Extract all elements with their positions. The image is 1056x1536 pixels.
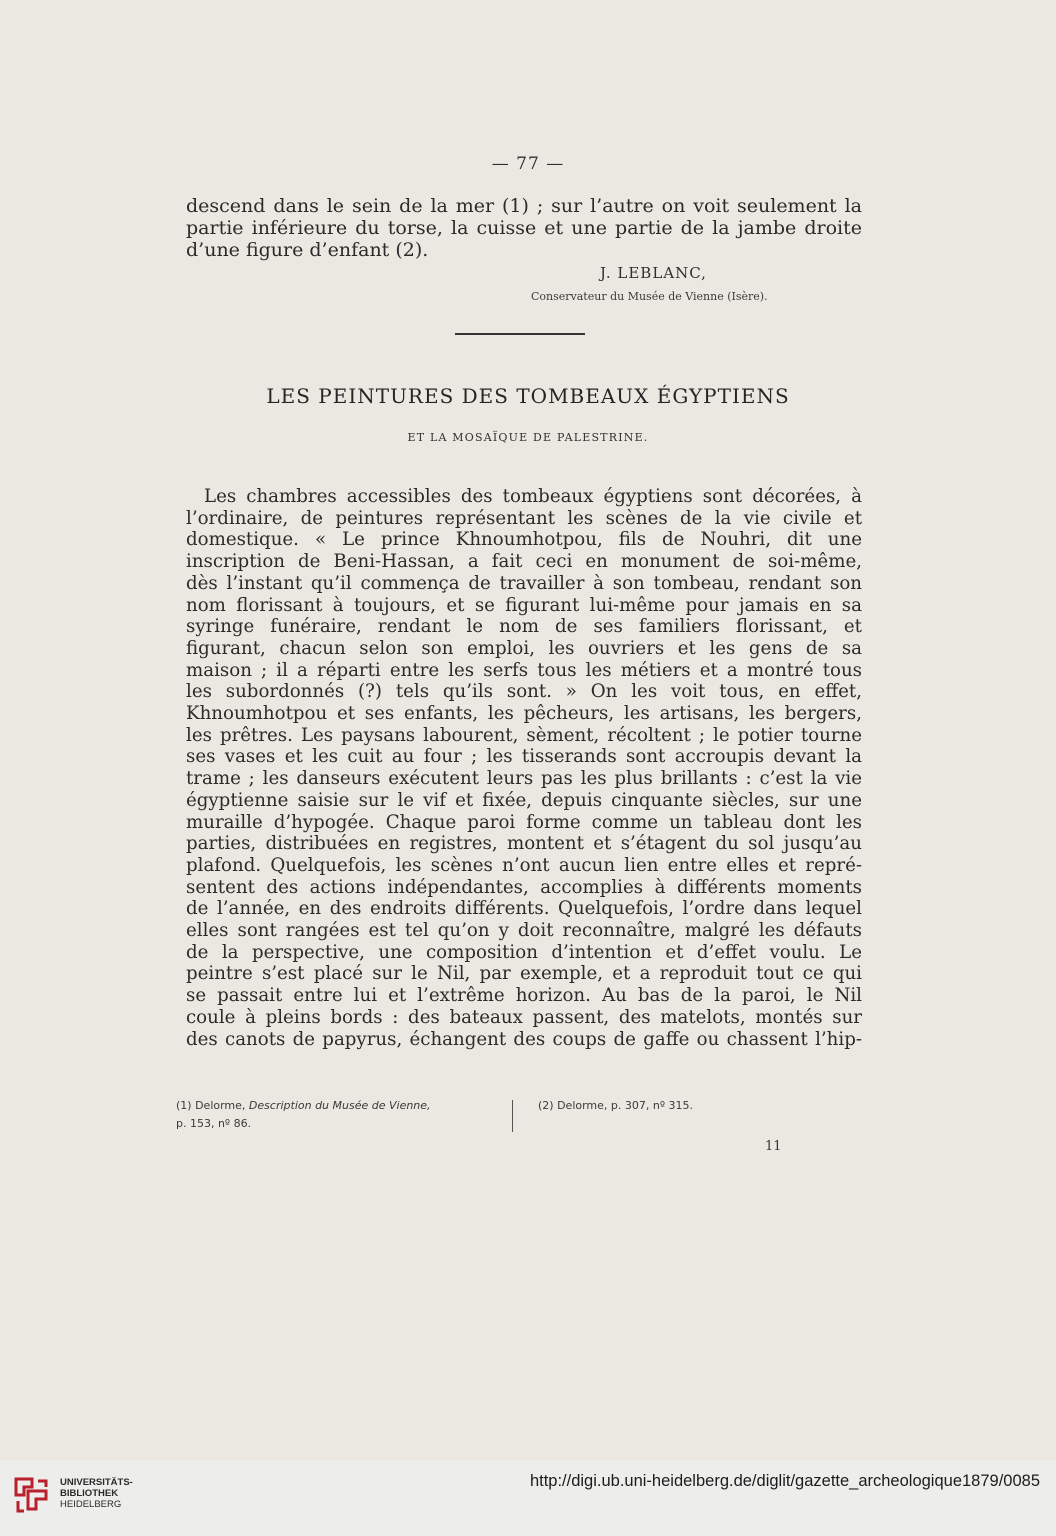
text-line: dès l’instant qu’il commença de travailler à son tombeau, rendant son — [186, 572, 862, 594]
text-line: les prêtres. Les paysans labourent, sèment, récoltent ; le potier tourne — [186, 724, 862, 746]
footnote-2: (2) Delorme, p. 307, nº 315. — [538, 1099, 694, 1112]
text-line: d’une figure d’enfant (2). — [186, 239, 429, 261]
article-body-paragraph — [186, 486, 862, 1050]
text-line: Les chambres accessibles des tombeaux égyptiens sont décorées, à — [204, 486, 862, 507]
text-line: sentent des actions indépendantes, accomplies à différents moments — [186, 876, 862, 898]
text-line: l’ordinaire, de peintures représentant les scènes de la vie civile et — [186, 507, 862, 529]
library-name-line1: UNIVERSITÄTS- — [60, 1477, 133, 1488]
previous-article-ending — [186, 195, 862, 261]
signature-mark: 11 — [765, 1139, 782, 1154]
footnotes — [176, 1097, 736, 1133]
text-line: descend dans le sein de la mer (1) ; sur l’autre on voit seulement la — [186, 195, 862, 217]
library-name-line2: BIBLIOTHEK — [60, 1488, 119, 1499]
footnote-1-page: p. 153, nº 86. — [176, 1117, 252, 1130]
text-line: nom florissant à toujours, et se figurant lui-même pour jamais en sa — [186, 594, 862, 616]
footer-bar — [0, 1460, 1056, 1536]
text-line: inscription de Beni-Hassan, a fait ceci en monument de soi-même, — [186, 551, 862, 573]
text-line: les subordonnés (?) tels qu’ils sont. » On les voit tous, en effet, — [186, 681, 862, 703]
footnote-divider — [512, 1100, 513, 1132]
text-line: elles sont rangées est tel qu’on y doit reconnaître, malgré les défauts — [186, 920, 862, 942]
page-number: — 77 — — [491, 154, 565, 174]
article-subtitle: ET LA MOSAÏQUE DE PALESTRINE. — [407, 431, 649, 444]
text-line: de l’année, en des endroits différents. Quelquefois, l’ordre dans lequel — [186, 898, 862, 920]
footnote-1-prefix: (1) Delorme, — [176, 1099, 249, 1112]
article-title: LES PEINTURES DES TOMBEAUX ÉGYPTIENS — [266, 384, 790, 408]
text-line: peintre s’est placé sur le Nil, par exemple, et a reproduit tout ce qui — [186, 963, 862, 985]
author-role: Conservateur du Musée de Vienne (Isère). — [531, 290, 768, 303]
text-line: parties, distribuées en registres, montent et s’étagent du sol jusqu’au — [186, 833, 862, 855]
library-logo-icon — [12, 1475, 50, 1515]
text-line: ses vases et les cuit au four ; les tisserands sont accroupis devant la — [186, 746, 862, 768]
text-line: partie inférieure du torse, la cuisse et une partie de la jambe droite — [186, 217, 862, 239]
text-line: se passait entre lui et l’extrême horizon. Au bas de la paroi, le Nil — [186, 985, 862, 1007]
text-line: plafond. Quelquefois, les scènes n’ont aucun lien entre elles et repré- — [186, 854, 862, 876]
footnote-1 — [176, 1097, 511, 1133]
text-line: égyptienne saisie sur le vif et fixée, depuis cinquante siècles, sur une — [186, 789, 862, 811]
source-url-link[interactable]: http://digi.ub.uni-heidelberg.de/diglit/gazette_archeologique1879/0085 — [529, 1472, 1040, 1490]
text-line: des canots de papyrus, échangent des coups de gaffe ou chassent l’hip- — [186, 1028, 862, 1050]
text-line: trame ; les danseurs exécutent leurs pas les plus brillants : c’est la vie — [186, 768, 862, 790]
text-line: domestique. « Le prince Khnoumhotpou, fils de Nouhri, dit une — [186, 529, 862, 551]
library-name-line3: HEIDELBERG — [60, 1499, 122, 1510]
text-line: muraille d’hypogée. Chaque paroi forme comme un tableau dont les — [186, 811, 862, 833]
section-separator — [455, 333, 585, 335]
footnote-1-title: Description du Musée de Vienne, — [248, 1099, 431, 1112]
text-line: figurant, chacun selon son emploi, les ouvriers et les gens de sa — [186, 637, 862, 659]
text-line: maison ; il a réparti entre les serfs tous les métiers et a montré tous — [186, 659, 862, 681]
library-name — [60, 1477, 133, 1510]
text-line: Khnoumhotpou et ses enfants, les pêcheurs, les artisans, les bergers, — [186, 703, 862, 725]
author-signature: J. LEBLANC, — [600, 264, 707, 282]
text-line: syringe funéraire, rendant le nom de ses familiers florissant, et — [186, 616, 862, 638]
text-line: coule à pleins bords : des bateaux passent, des matelots, montés sur — [186, 1006, 862, 1028]
text-line: de la perspective, une composition d’intention et d’effet voulu. Le — [186, 941, 862, 963]
